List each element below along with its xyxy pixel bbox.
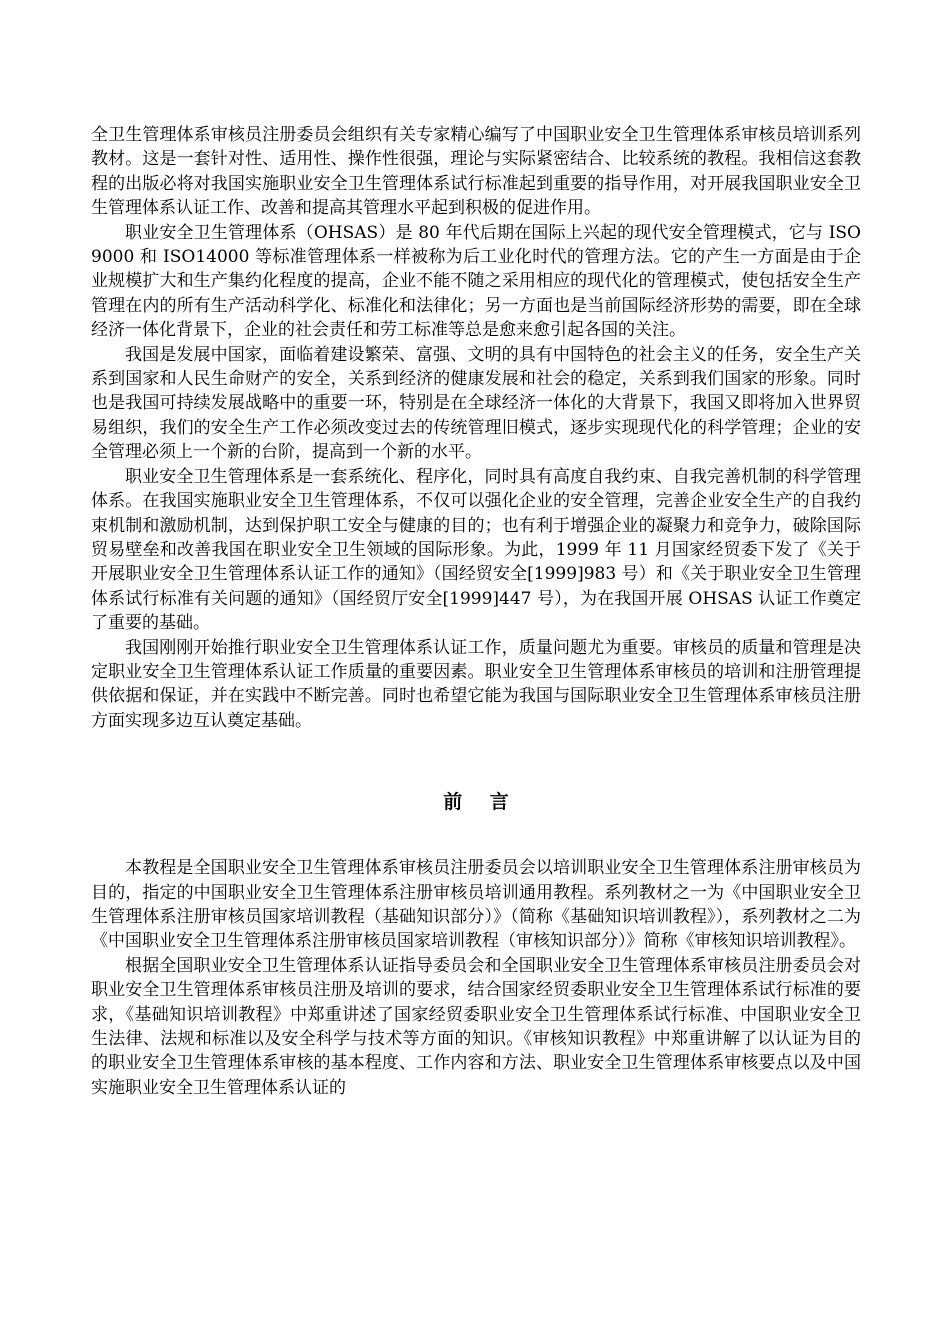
preface-paragraph-development: 我国是发展中国家，面临着建设繁荣、富强、文明的具有中国特色的社会主义的任务，安全生产关系到国家和人民生命财产的安全，关系到经济的健康发展和社会的稳定，关系到我们国家的形象。同时也是我国可持续发展战略中的重要一环，特别是在全球经济一体化的大背景下，我国又即将加入世界贸易组织，我们的安全生产工作必须改变过去的传统管理旧模式，逐步实现现代化的科学管理；企业的安全管理必须上一个新的台阶，提高到一个新的水平。 [91,344,861,463]
preface-paragraph-continued: 全卫生管理体系审核员注册委员会组织有关专家精心编写了中国职业安全卫生管理体系审核员培训系列教材。这是一套针对性、适用性、操作性很强，理论与实际紧密结合、比较系统的教程。我相信这套教程的出版必将对我国实施职业安全卫生管理体系试行标准起到重要的指导作用，对开展我国职业安全卫生管理体系认证工作、改善和提高其管理水平起到积极的促进作用。 [91,125,861,219]
foreword-body [91,856,861,1100]
foreword-paragraph-intro: 本教程是全国职业安全卫生管理体系审核员注册委员会以培训职业安全卫生管理体系注册审核员为目的，指定的中国职业安全卫生管理体系注册审核员培训通用教程。系列教材之一为《中国职业安全卫生管理体系注册审核员国家培训教程（基础知识部分）》（简称《基础知识培训教程》），系列教材之二为《中国职业安全卫生管理体系注册审核员国家培训教程（审核知识部分）》简称《审核知识培训教程》。 [91,858,861,952]
foreword-title: 前 言 [443,791,520,814]
preface-body [91,123,861,733]
preface-paragraph-ohsas: 职业安全卫生管理体系（OHSAS）是 80 年代后期在国际上兴起的现代安全管理模式，它与 ISO9000 和 ISO14000 等标准管理体系一样被称为后工业化时代的管理方法。它的产生一方面是由于企业规模扩大和生产集约化程度的提高，企业不能不随之采用相应的现代化的管理模式，使包括安全生产管理在内的所有生产活动科学化、标准化和法律化；另一方面也是当前国际经济形势的需要，即在全球经济一体化背景下，企业的社会责任和劳工标准等总是愈来愈引起各国的关注。 [91,222,861,341]
preface-paragraph-system: 职业安全卫生管理体系是一套系统化、程序化，同时具有高度自我约束、自我完善机制的科学管理体系。在我国实施职业安全卫生管理体系，不仅可以强化企业的安全管理，完善企业安全生产的自我约束机制和激励机制，达到保护职工安全与健康的目的；也有利于增强企业的凝聚力和竞争力，破除国际贸易壁垒和改善我国在职业安全卫生领域的国际形象。为此，1999 年 11 月国家经贸委下发了《关于开展职业安全卫生管理体系认证工作的通知》（国经贸安全[1999]983 号）和《关于职业安全卫生管理体系试行标准有关问题的通知》（国经贸厅安全[1999]447 号），为在我国开展 OHSAS 认证工作奠定了重要的基础。 [91,466,861,634]
preface-paragraph-auditor: 我国刚刚开始推行职业安全卫生管理体系认证工作，质量问题尤为重要。审核员的质量和管理是决定职业安全卫生管理体系认证工作质量的重要因素。职业安全卫生管理体系审核员的培训和注册管理提供依据和保证，并在实践中不断完善。同时也希望它能为我国与国际职业安全卫生管理体系审核员注册方面实现多边互认奠定基础。 [91,637,861,731]
document-page [91,123,861,1100]
foreword-paragraph-content: 根据全国职业安全卫生管理体系认证指导委员会和全国职业安全卫生管理体系审核员注册委员会对职业安全卫生管理体系审核员注册及培训的要求，结合国家经贸委职业安全卫生管理体系试行标准的要求，《基础知识培训教程》中郑重讲述了国家经贸委职业安全卫生管理体系试行标准、中国职业安全卫生法律、法规和标准以及安全科学与技术等方面的知识。《审核知识教程》中郑重讲解了以认证为目的的职业安全卫生管理体系审核的基本程度、工作内容和方法、职业安全卫生管理体系审核要点以及中国实施职业安全卫生管理体系认证的 [91,955,861,1098]
